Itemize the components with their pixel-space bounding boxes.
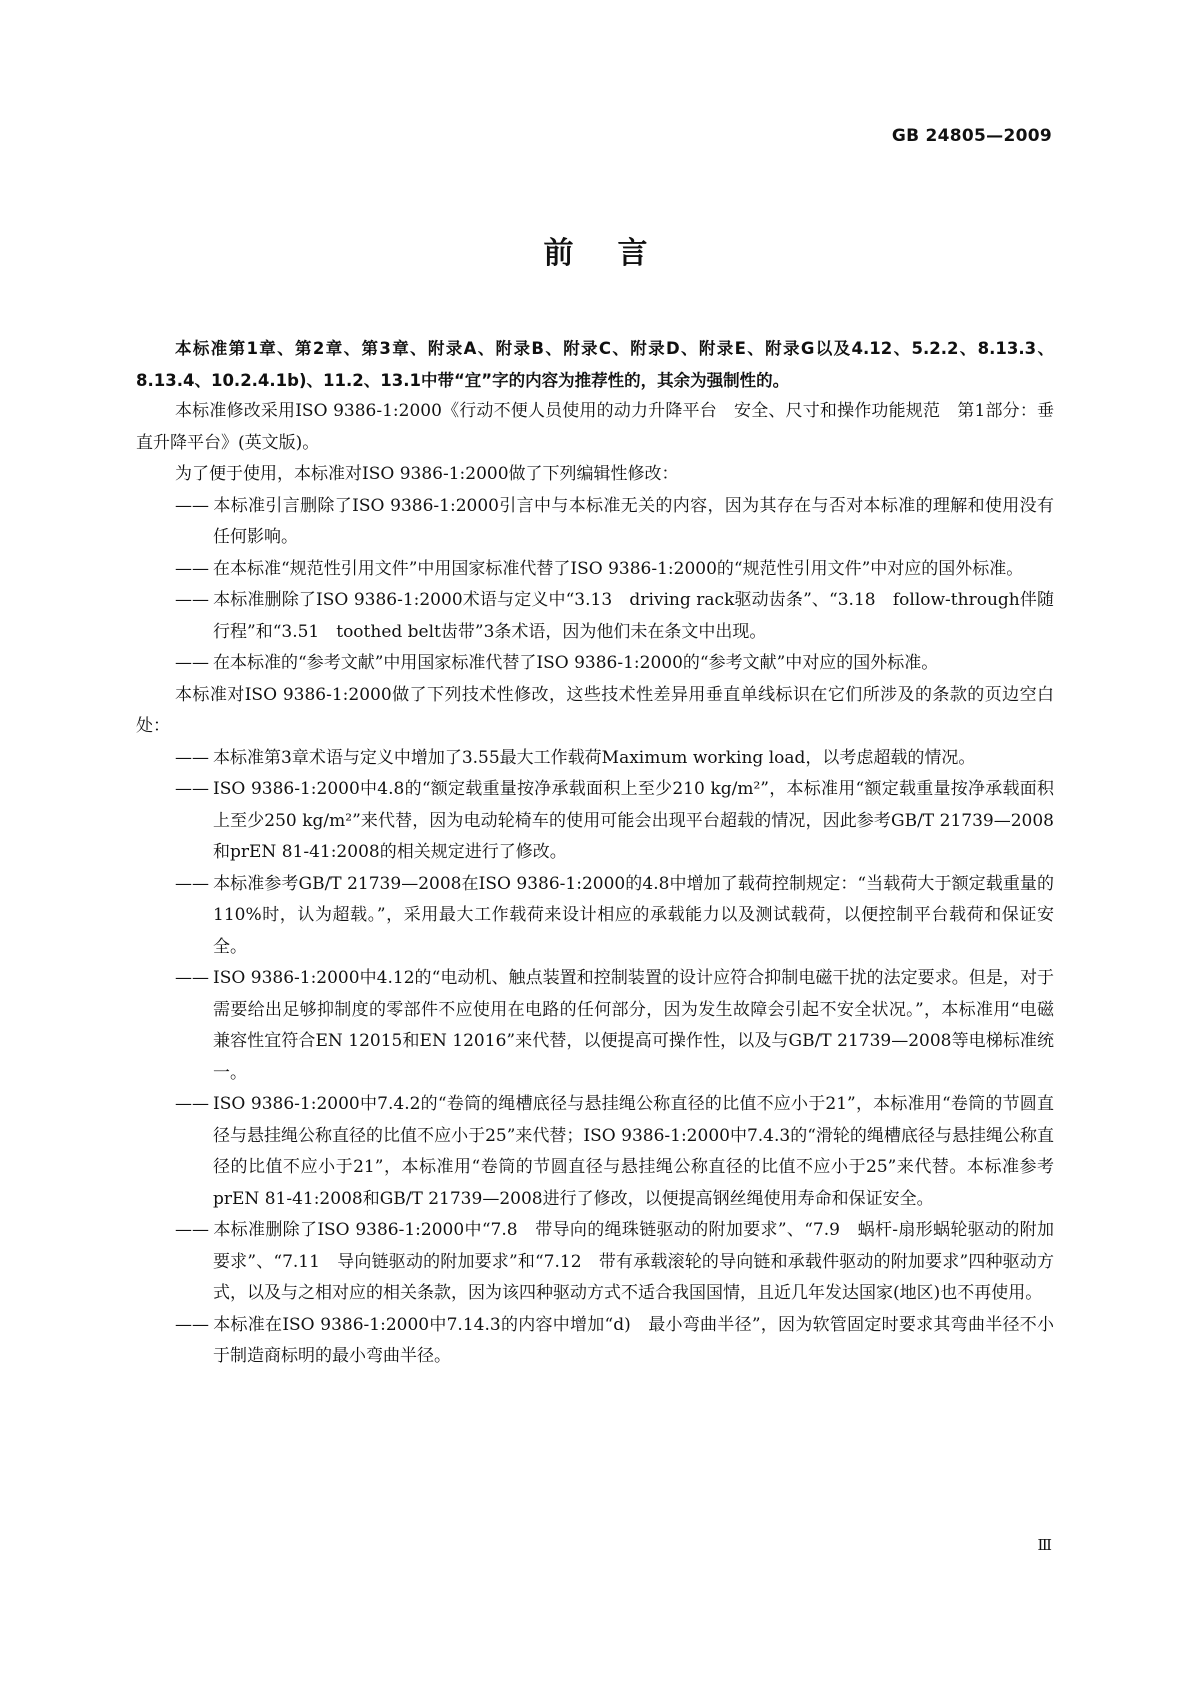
technical-item-text: 本标准在ISO 9386-1:2000中7.14.3的内容中增加“d) 最小弯曲半径”，因为软管固定时要求其弯曲半径不小于制造商标明的最小弯曲半径。 (213, 1314, 1054, 1366)
technical-item-text: ISO 9386-1:2000中7.4.2的“卷筒的绳槽底径与悬挂绳公称直径的比值不应小于21”，本标准用“卷筒的节圆直径与悬挂绳公称直径的比值不应小于25”来代替；ISO 9386-1:2000中7.4.3的“滑轮的绳槽底径与悬挂绳公称直径的比值不应小于21”，本标准用“卷筒的节圆直径与悬挂绳公称直径的比值不应小于25”来代替。本标准参考prEN 81-41:2008和GB/T 21739—2008进行了修改，以便提高钢丝绳使用寿命和保证安全。 (213, 1094, 1054, 1209)
adoption-paragraph: 本标准修改采用ISO 9386-1:2000《行动不便人员使用的动力升降平台 安全、尺寸和操作功能规范 第1部分：垂直升降平台》(英文版)。 (136, 401, 1054, 453)
dash-mark: —— (175, 779, 209, 799)
dash-mark: —— (175, 1314, 209, 1335)
page-number: Ⅲ (1037, 1536, 1052, 1554)
dash-mark: —— (175, 968, 209, 988)
dash-mark: —— (175, 653, 209, 673)
dash-mark: —— (175, 1094, 209, 1114)
page-title: 前言 (543, 236, 692, 271)
list-item (136, 743, 1054, 775)
technical-item-text: 本标准参考GB/T 21739—2008在ISO 9386-1:2000的4.8中增加了载荷控制规定：“当载荷大于额定载重量的110%时，认为超载。”，采用最大工作载荷来设计相应的承载能力以及测试载荷，以便控制平台载荷和保证安全。 (213, 873, 1054, 957)
list-item (136, 648, 1054, 680)
dash-mark: —— (175, 558, 209, 579)
dash-mark: —— (175, 495, 209, 516)
list-item (136, 1310, 1054, 1373)
editorial-item-text: 在本标准“规范性引用文件”中用国家标准代替了ISO 9386-1:2000的“规范性引用文件”中对应的国外标准。 (213, 558, 1024, 579)
list-item (136, 869, 1054, 964)
technical-item-text: 本标准删除了ISO 9386-1:2000中“7.8 带导向的绳珠链驱动的附加要求”、“7.9 蜗杆-扇形蜗轮驱动的附加要求”、“7.11 导向链驱动的附加要求”和“7.12 带有承载滚轮的导向链和承载件驱动的附加要求”四种驱动方式，以及与之相对应的相关条款，因为该四种驱动方式不适合我国国情，且近几年发达国家(地区)也不再使用。 (213, 1220, 1054, 1303)
editorial-item-text: 本标准引言删除了ISO 9386-1:2000引言中与本标准无关的内容，因为其存在与否对本标准的理解和使用没有任何影响。 (213, 495, 1054, 547)
normative-statement-paragraph: 本标准第1章、第2章、第3章、附录A、附录B、附录C、附录D、附录E、附录G以及4.12、5.2.2、8.13.3、8.13.4、10.2.4.1b)、11.2、13.1中带“宜”字的内容为推荐性的，其余为强制性的。 (136, 339, 1054, 390)
editorial-item-text: 在本标准的“参考文献”中用国家标准代替了ISO 9386-1:2000的“参考文献”中对应的国外标准。 (213, 653, 939, 673)
list-item (136, 585, 1054, 648)
list-item (136, 491, 1054, 554)
editorial-item-text: 本标准删除了ISO 9386-1:2000术语与定义中“3.13 driving rack驱动齿条”、“3.18 follow-through伴随行程”和“3.51 toothed belt齿带”3条术语，因为他们未在条文中出现。 (213, 590, 1054, 642)
dash-mark: —— (175, 590, 209, 610)
standard-code: GB 24805—2009 (891, 126, 1052, 146)
dash-mark: —— (175, 747, 209, 768)
list-item (136, 1089, 1054, 1215)
dash-mark: —— (175, 1220, 209, 1240)
document-body (136, 333, 1054, 1373)
list-item (136, 1215, 1054, 1310)
dash-mark: —— (175, 873, 209, 894)
list-item (136, 963, 1054, 1089)
technical-changes-intro: 本标准对ISO 9386-1:2000做了下列技术性修改，这些技术性差异用垂直单线标识在它们所涉及的条款的页边空白处： (136, 684, 1054, 736)
list-item (136, 554, 1054, 586)
technical-item-text: ISO 9386-1:2000中4.12的“电动机、触点装置和控制装置的设计应符合抑制电磁干扰的法定要求。但是，对于需要给出足够抑制度的零部件不应使用在电路的任何部分，因为发生故障会引起不安全状况。”，本标准用“电磁兼容性宜符合EN 12015和EN 12016”来代替，以便提高可操作性，以及与GB/T 21739—2008等电梯标准统一。 (213, 968, 1054, 1083)
technical-item-text: ISO 9386-1:2000中4.8的“额定载重量按净承载面积上至少210 kg/m²”，本标准用“额定载重量按净承载面积上至少250 kg/m²”来代替，因为电动轮椅车的使用可能会出现平台超载的情况，因此参考GB/T 21739—2008和prEN 81-41:2008的相关规定进行了修改。 (213, 779, 1054, 862)
list-item (136, 774, 1054, 869)
technical-item-text: 本标准第3章术语与定义中增加了3.55最大工作载荷Maximum working load，以考虑超载的情况。 (213, 747, 976, 768)
editorial-changes-intro: 为了便于使用，本标准对ISO 9386-1:2000做了下列编辑性修改： (175, 464, 679, 484)
